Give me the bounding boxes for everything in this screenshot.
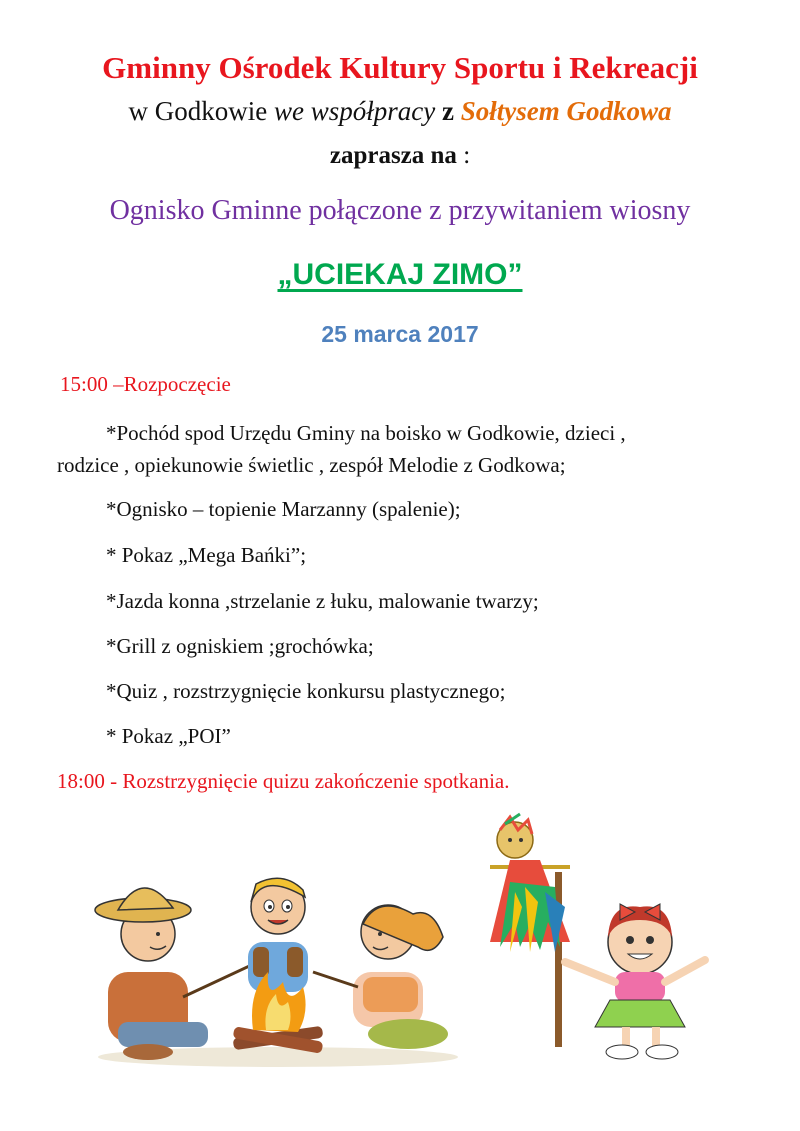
event-date: 25 marca 2017 — [321, 321, 479, 347]
invite-text: zaprasza na — [329, 142, 457, 169]
girl-with-ponytail — [313, 905, 448, 1049]
marzanna-effigy-girl-illustration — [470, 812, 720, 1070]
program-end: 18:00 - Rozstrzygnięcie quizu zakończenie spotkania. — [57, 769, 510, 793]
campfire-children-illustration — [88, 862, 468, 1072]
cooperation-partner: Sołtysem Godkowa — [460, 96, 672, 126]
event-name: Ognisko Gminne połączone z przywitaniem wiosny — [109, 195, 691, 226]
program-item-7: * Pokaz „POI” — [106, 724, 231, 748]
program-item-6: *Quiz , rozstrzygnięcie konkursu plastycznego; — [106, 679, 506, 703]
program-start: 15:00 –Rozpoczęcie — [60, 372, 231, 396]
marzanna-effigy — [490, 814, 570, 1047]
boy-middle — [248, 878, 308, 992]
cooperation-line — [0, 96, 800, 127]
cooperation-phrase: we współpracy — [273, 96, 436, 126]
event-motto — [0, 258, 800, 292]
organizer-title: Gminny Ośrodek Kultury Sportu i Rekreacji — [102, 50, 698, 85]
program-item-1-line-2: rodzice , opiekunowie świetlic , zespół Melodie z Godkowa; — [57, 453, 566, 477]
program-item-3: * Pokaz „Mega Bańki”; — [106, 543, 307, 567]
invite-line — [0, 142, 800, 170]
cooperation-connector: z — [435, 96, 461, 126]
event-motto-text: „UCIEKAJ ZIMO” — [277, 258, 523, 291]
girl-with-bow — [565, 904, 705, 1059]
invite-colon: : — [456, 142, 471, 169]
program-item-1-line-1: *Pochód spod Urzędu Gminy na boisko w Godkowie, dzieci , — [106, 421, 626, 445]
program-item-4: *Jazda konna ,strzelanie z łuku, malowanie twarzy; — [106, 589, 539, 613]
program-item-5: *Grill z ogniskiem ;grochówka; — [106, 634, 374, 658]
cooperation-place: w Godkowie — [128, 96, 274, 126]
program-item-2: *Ognisko – topienie Marzanny (spalenie); — [106, 497, 461, 521]
